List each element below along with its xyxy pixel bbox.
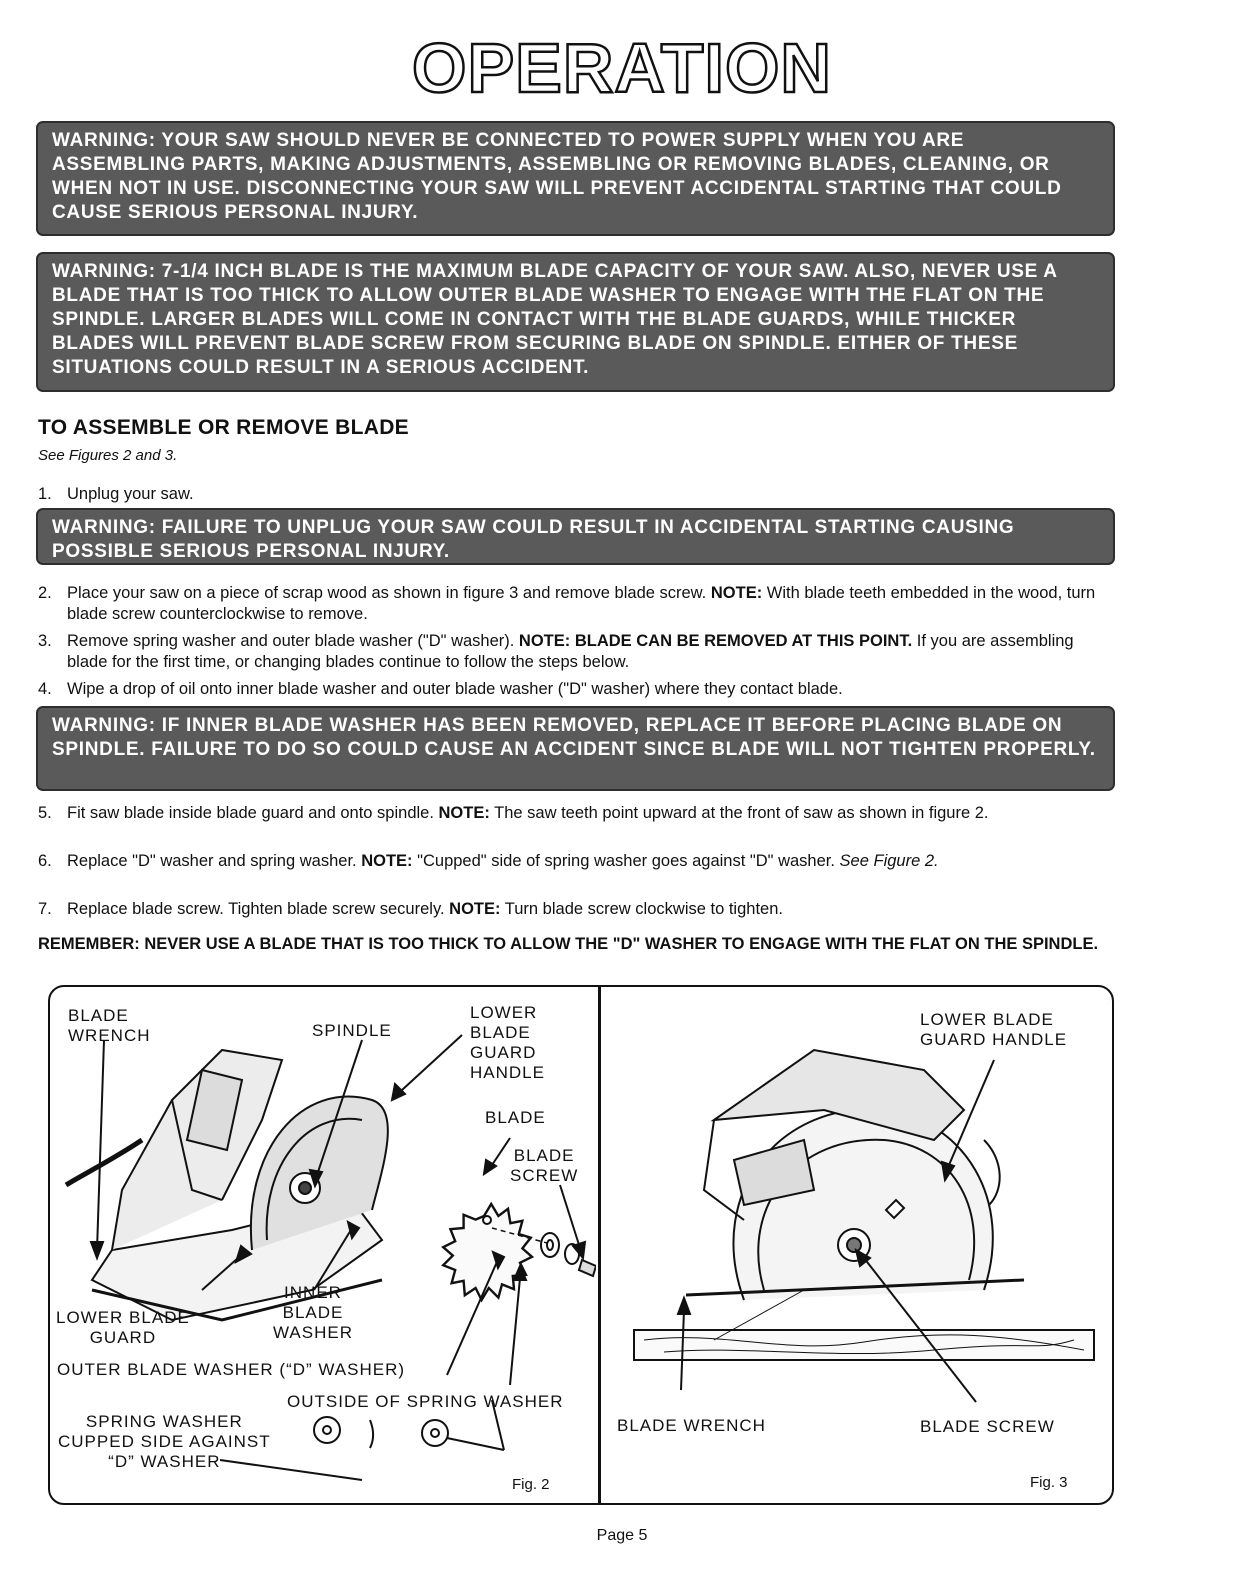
step-5: 5. Fit saw blade inside blade guard and onto spindle. NOTE: The saw teeth point upward at the front of saw as shown in figure 2. — [38, 804, 989, 822]
label-outside-spring-washer: OUTSIDE OF SPRING WASHER — [287, 1392, 564, 1411]
fig3-caption: Fig. 3 — [1030, 1474, 1068, 1491]
label-blade-wrench-fig3: BLADE WRENCH — [617, 1416, 766, 1435]
step-3: 3. Remove spring washer and outer blade washer ("D" washer). NOTE: BLADE CAN BE REMOVED AT THIS POINT. If you are assembling blade for the first time, or changing blades continue to follow the steps below. — [38, 632, 1074, 671]
remember-note: REMEMBER: NEVER USE A BLADE THAT IS TOO THICK TO ALLOW THE "D" WASHER TO ENGAGE WITH THE FLAT ON THE SPINDLE. — [38, 935, 1099, 953]
figure-divider — [598, 986, 601, 1504]
section-heading: TO ASSEMBLE OR REMOVE BLADE — [38, 416, 409, 439]
step-2: 2. Place your saw on a piece of scrap wood as shown in figure 3 and remove blade screw. NOTE: With blade teeth embedded in the wood, turn blade screw counterclockwise to remove. — [38, 584, 1096, 623]
label-lower-blade-guard-handle-fig2: LOWER BLADE GUARD HANDLE — [470, 1003, 545, 1082]
label-blade-screw-fig2: BLADE SCREW — [510, 1146, 579, 1185]
label-blade-screw-fig3: BLADE SCREW — [920, 1417, 1055, 1436]
label-blade-wrench: BLADE WRENCH — [68, 1006, 151, 1045]
warning-box-power-supply: WARNING: YOUR SAW SHOULD NEVER BE CONNECTED TO POWER SUPPLY WHEN YOU ARE ASSEMBLING PARTS, MAKING ADJUSTMENTS, ASSEMBLING OR REMOVING BLADES, CLEANING, OR WHEN NOT IN USE. DISCONNECTING YOUR SAW WILL PREVENT ACCIDENTAL STARTING THAT COULD CAUSE SERIOUS PERSONAL INJURY. — [36, 121, 1115, 236]
label-spindle: SPINDLE — [312, 1021, 392, 1040]
label-blade: BLADE — [485, 1108, 546, 1127]
label-lower-blade-guard-handle-fig3: LOWER BLADE GUARD HANDLE — [920, 1010, 1068, 1049]
fig2-caption: Fig. 2 — [512, 1476, 550, 1493]
page-title: OPERATION — [412, 29, 832, 107]
label-spring-washer: SPRING WASHER CUPPED SIDE AGAINST “D” WASHER — [58, 1412, 271, 1471]
label-outer-blade-washer: OUTER BLADE WASHER (“D” WASHER) — [57, 1360, 406, 1379]
label-inner-blade-washer: INNER BLADE WASHER — [273, 1283, 353, 1342]
section-figure-reference: See Figures 2 and 3. — [38, 447, 178, 464]
step-4: 4. Wipe a drop of oil onto inner blade washer and outer blade washer ("D" washer) where they contact blade. — [38, 680, 843, 698]
warning-box-inner-washer: WARNING: IF INNER BLADE WASHER HAS BEEN REMOVED, REPLACE IT BEFORE PLACING BLADE ON SPINDLE. FAILURE TO DO SO COULD CAUSE AN ACCIDENT SINCE BLADE WILL NOT TIGHTEN PROPERLY. — [36, 706, 1115, 791]
step-6: 6. Replace "D" washer and spring washer. NOTE: "Cupped" side of spring washer goes against "D" washer. See Figure 2. — [38, 852, 939, 870]
label-lower-blade-guard: LOWER BLADE GUARD — [56, 1308, 190, 1347]
step-7: 7. Replace blade screw. Tighten blade screw securely. NOTE: Turn blade screw clockwise to tighten. — [38, 900, 783, 918]
step-1: 1. Unplug your saw. — [38, 485, 194, 503]
warning-box-blade-capacity: WARNING: 7-1/4 INCH BLADE IS THE MAXIMUM BLADE CAPACITY OF YOUR SAW. ALSO, NEVER USE A BLADE THAT IS TOO THICK TO ALLOW OUTER BLADE WASHER TO ENGAGE WITH THE FLAT ON THE SPINDLE. LARGER BLADES WILL COME IN CONTACT WITH THE BLADE GUARDS, WHILE THICKER BLADES WILL PREVENT BLADE SCREW FROM SECURING BLADE ON SPINDLE. EITHER OF THESE SITUATIONS COULD RESULT IN A SERIOUS ACCIDENT. — [36, 252, 1115, 392]
warning-box-unplug: WARNING: FAILURE TO UNPLUG YOUR SAW COULD RESULT IN ACCIDENTAL STARTING CAUSING POSSIBLE SERIOUS PERSONAL INJURY. — [36, 508, 1115, 565]
page-number: Page 5 — [596, 1527, 648, 1544]
